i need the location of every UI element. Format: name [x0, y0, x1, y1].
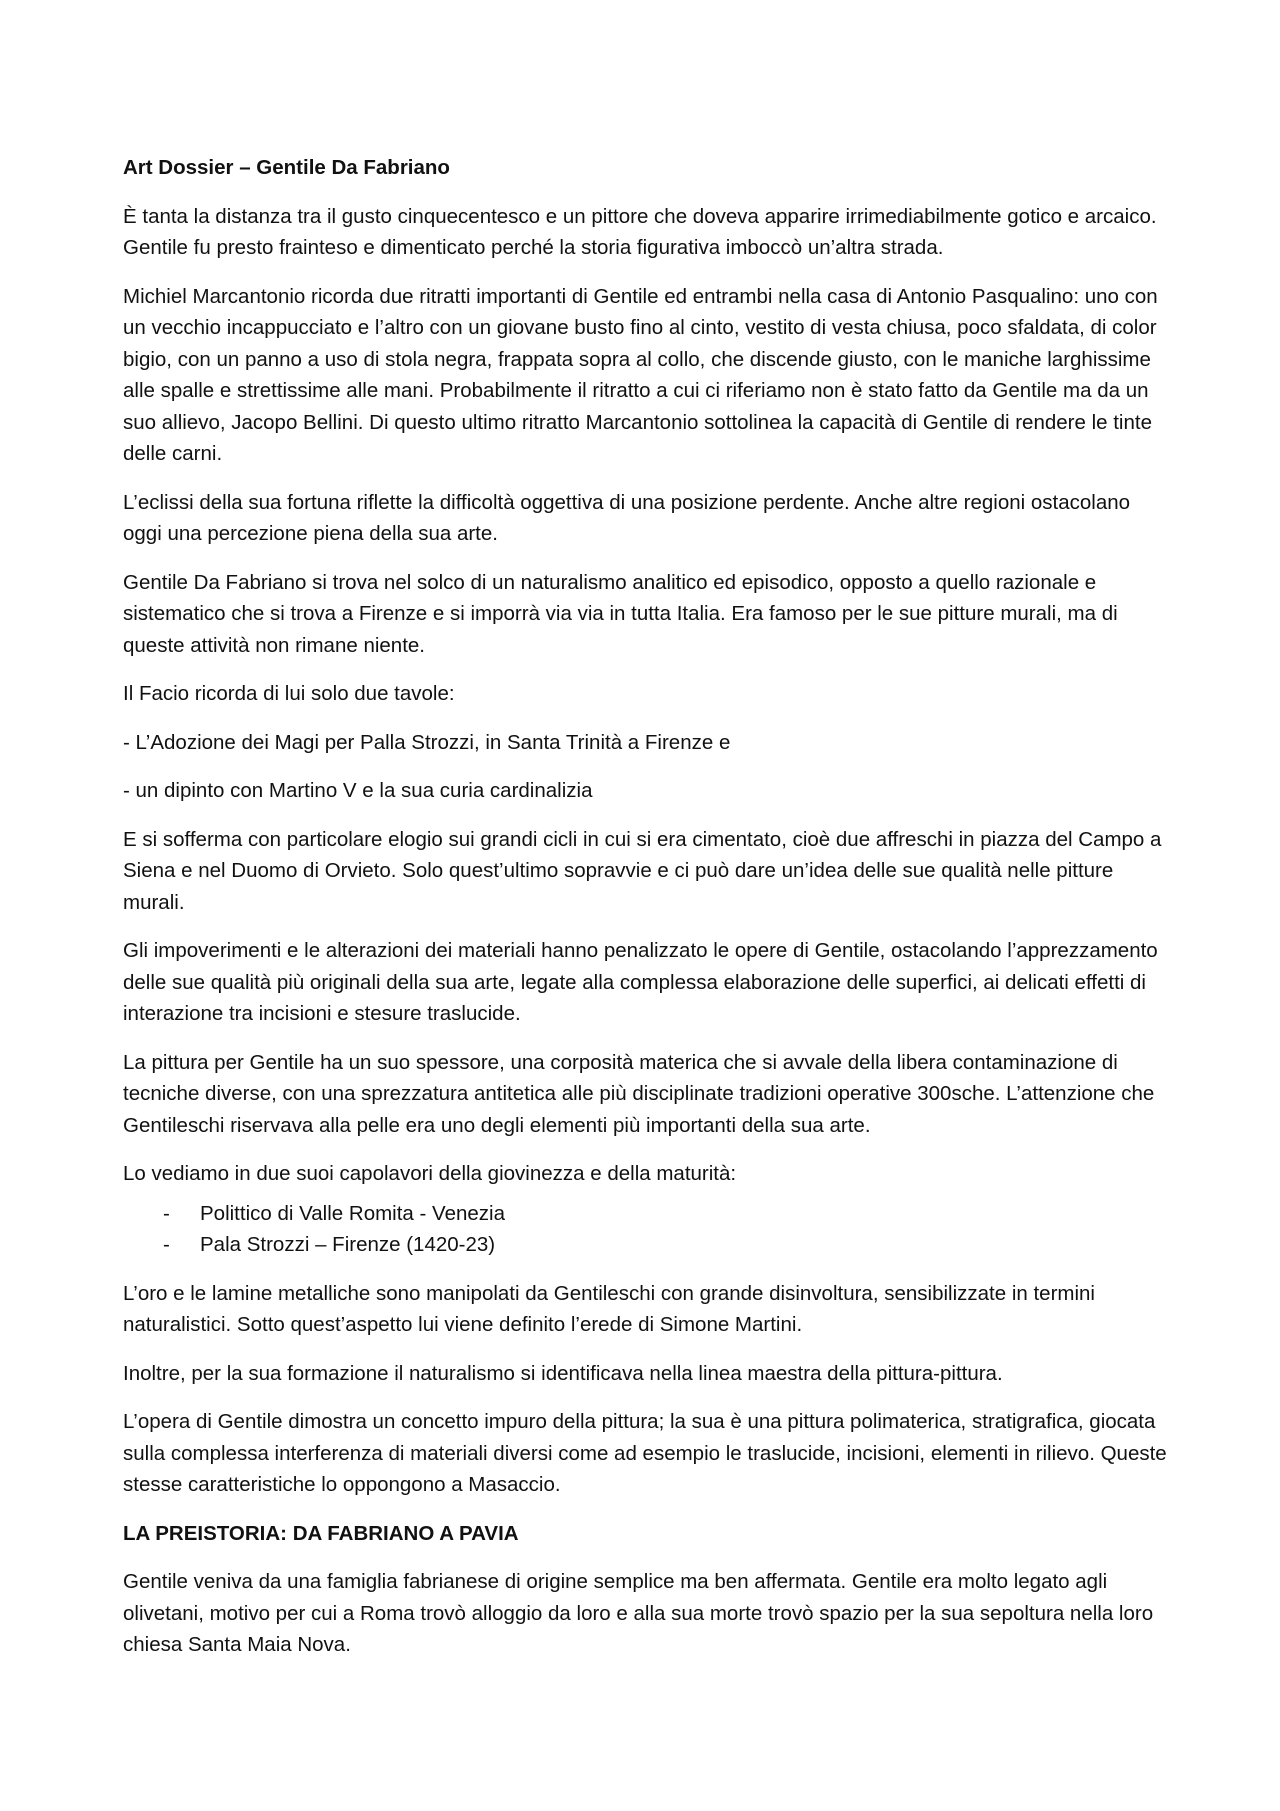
bullet-marker: -	[163, 1233, 170, 1256]
paragraph: La pittura per Gentile ha un suo spessore, una corposità materica che si avvale della libera contaminazione di tecniche diverse, con una sprezzatura antitetica alle più disciplinate tradizioni operative 300sche. L’attenzione che Gentileschi riservava alla pelle era uno degli elementi più importanti della sua arte.	[123, 1050, 1155, 1137]
bullet-list	[123, 1198, 1168, 1261]
paragraph: - L’Adozione dei Magi per Palla Strozzi, in Santa Trinità a Firenze e	[123, 730, 731, 754]
paragraph: Lo vediamo in due suoi capolavori della giovinezza e della maturità:	[123, 1162, 737, 1185]
bullet-marker: -	[163, 1201, 170, 1225]
list-item-text: Polittico di Valle Romita - Venezia	[200, 1201, 505, 1225]
paragraph: E si sofferma con particolare elogio sui grandi cicli in cui si era cimentato, cioè due affreschi in piazza del Campo a Siena e nel Duomo di Orvieto. Solo quest’ultimo sopravvie e ci può dare un’idea delle sue qualità nelle pitture murali.	[123, 827, 1162, 914]
paragraph: Inoltre, per la sua formazione il naturalismo si identificava nella linea maestra della pittura-pittura.	[123, 1361, 1003, 1385]
paragraph: Gentile Da Fabriano si trova nel solco di un naturalismo analitico ed episodico, opposto a quello razionale e sistematico che si trova a Firenze e si imporrà via via in tutta Italia. Era famoso per le sue pitture murali, ma di queste attività non rimane niente.	[123, 570, 1118, 657]
paragraph: Gli impoverimenti e le alterazioni dei materiali hanno penalizzato le opere di Gentile, ostacolando l’apprezzamento delle sue qualità più originali della sua arte, legate alla complessa elaborazione delle superfici, ai delicati effetti di interazione tra incisioni e stesure traslucide.	[123, 939, 1158, 1025]
paragraph: - un dipinto con Martino V e la sua curia cardinalizia	[123, 779, 593, 802]
list-item	[123, 1198, 1168, 1230]
section-heading: LA PREISTORIA: DA FABRIANO A PAVIA	[123, 1521, 519, 1545]
document-page	[123, 152, 1168, 1678]
list-item	[123, 1229, 1168, 1261]
paragraph: L’oro e le lamine metalliche sono manipolati da Gentileschi con grande disinvoltura, sensibilizzate in termini naturalistici. Sotto quest’aspetto lui viene definito l’erede di Simone Martini.	[123, 1281, 1095, 1336]
paragraph: L’opera di Gentile dimostra un concetto impuro della pittura; la sua è una pittura polimaterica, stratigrafica, giocata sulla complessa interferenza di materiali diversi come ad esempio le traslucide, incisioni, elementi in rilievo. Queste stesse caratteristiche lo oppongono a Masaccio.	[123, 1410, 1167, 1496]
paragraph: L’eclissi della sua fortuna riflette la difficoltà oggettiva di una posizione perdente. Anche altre regioni ostacolano oggi una percezione piena della sua arte.	[123, 490, 1131, 545]
list-item-text: Pala Strozzi – Firenze (1420-23)	[200, 1233, 496, 1256]
paragraph: Michiel Marcantonio ricorda due ritratti importanti di Gentile ed entrambi nella casa di Antonio Pasqualino: uno con un vecchio incappucciato e l’altro con un giovane busto fino al cinto, vestito di vesta chiusa, poco sfaldata, di color bigio, con un panno a uso di stola negra, frappata sopra al collo, che discende giusto, con le maniche larghissime alle spalle e strettissime alle mani. Probabilmente il ritratto a cui ci riferiamo non è stato fatto da Gentile ma da un suo allievo, Jacopo Bellini. Di questo ultimo ritratto Marcantonio sottolinea la capacità di Gentile di rendere le tinte delle carni.	[123, 284, 1158, 465]
paragraph: Gentile veniva da una famiglia fabrianese di origine semplice ma ben affermata. Gentile era molto legato agli olivetani, motivo per cui a Roma trovò alloggio da loro e alla sua morte trovò spazio per la sua sepoltura nella loro chiesa Santa Maia Nova.	[123, 1570, 1154, 1656]
paragraph: È tanta la distanza tra il gusto cinquecentesco e un pittore che doveva apparire irrimediabilmente gotico e arcaico. Gentile fu presto frainteso e dimenticato perché la storia figurativa imboccò un’altra strada.	[123, 204, 1157, 259]
document-title: Art Dossier – Gentile Da Fabriano	[123, 156, 450, 179]
paragraph: Il Facio ricorda di lui solo due tavole:	[123, 682, 455, 705]
